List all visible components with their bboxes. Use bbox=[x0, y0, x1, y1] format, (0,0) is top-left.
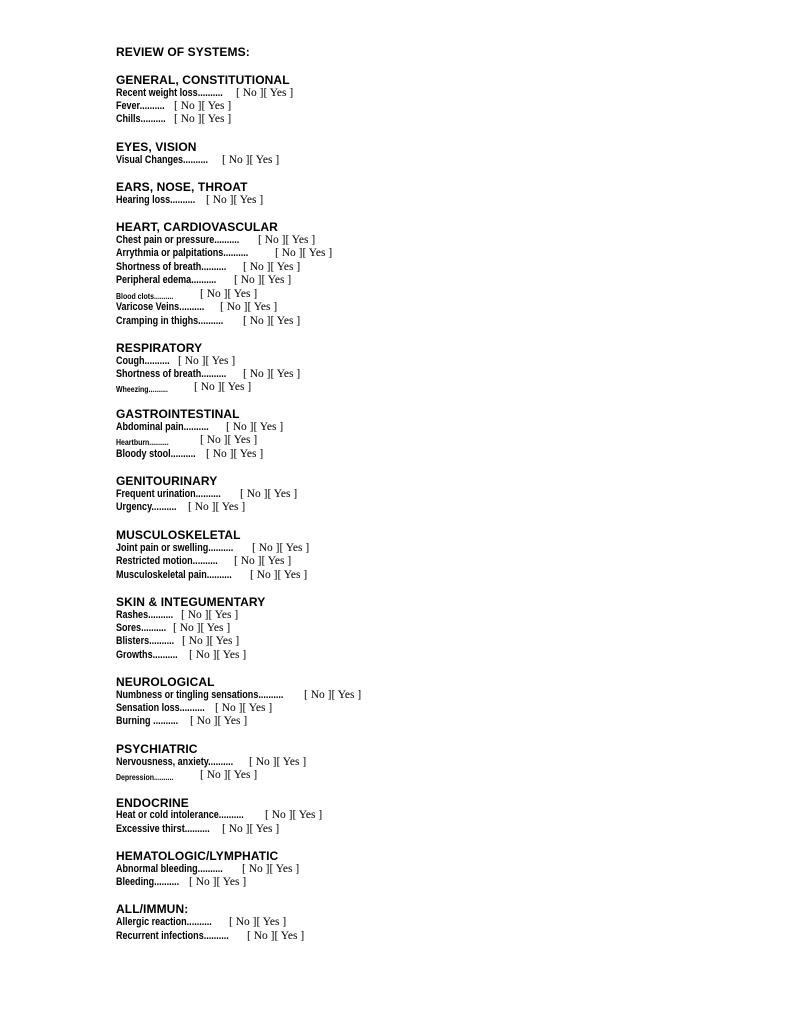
question-label: Numbness or tingling sensations.......... bbox=[116, 689, 284, 701]
no-yes-options: [ No ][ Yes ] bbox=[243, 261, 301, 273]
section-heading-neurological: NEUROLOGICAL bbox=[116, 675, 215, 689]
question-label: Arrythmia or palpitations.......... bbox=[116, 247, 249, 259]
question-label: Excessive thirst.......... bbox=[116, 823, 210, 835]
question-label: Fever.......... bbox=[116, 100, 165, 112]
question-label: Recent weight loss.......... bbox=[116, 87, 223, 99]
no-yes-options: [ No ][ Yes ] bbox=[243, 315, 301, 327]
question-label: Nervousness, anxiety.......... bbox=[116, 756, 234, 768]
no-yes-options: [ No ][ Yes ] bbox=[189, 876, 247, 888]
question-label: Cramping in thighs.......... bbox=[116, 315, 224, 327]
no-yes-options: [ No ][ Yes ] bbox=[243, 368, 301, 380]
no-yes-options: [ No ][ Yes ] bbox=[234, 555, 292, 567]
section-heading-all-immun: ALL/IMMUN: bbox=[116, 902, 189, 916]
question-label: Heat or cold intolerance.......... bbox=[116, 809, 244, 821]
no-yes-options: [ No ][ Yes ] bbox=[234, 274, 292, 286]
question-label: Chills.......... bbox=[116, 113, 166, 125]
section-heading-eyes-vision: EYES, VISION bbox=[116, 140, 197, 154]
section-heading-heart-cardiovascular: HEART, CARDIOVASCULAR bbox=[116, 220, 278, 234]
question-label: Frequent urination.......... bbox=[116, 488, 221, 500]
section-heading-endocrine: ENDOCRINE bbox=[116, 796, 189, 810]
question-label: Abdominal pain.......... bbox=[116, 421, 209, 433]
question-label: Urgency.......... bbox=[116, 501, 177, 513]
no-yes-options: [ No ][ Yes ] bbox=[206, 194, 264, 206]
section-heading-genitourinary: GENITOURINARY bbox=[116, 474, 218, 488]
no-yes-options: [ No ][ Yes ] bbox=[173, 622, 231, 634]
no-yes-options: [ No ][ Yes ] bbox=[215, 702, 273, 714]
question-label: Shortness of breath.......... bbox=[116, 261, 227, 273]
question-label: Visual Changes.......... bbox=[116, 154, 209, 166]
section-heading-gastrointestinal: GASTROINTESTINAL bbox=[116, 407, 240, 421]
no-yes-options: [ No ][ Yes ] bbox=[252, 542, 310, 554]
no-yes-options: [ No ][ Yes ] bbox=[182, 635, 240, 647]
no-yes-options: [ No ][ Yes ] bbox=[188, 501, 246, 513]
question-label: Burning .......... bbox=[116, 715, 179, 727]
question-label: Joint pain or swelling.......... bbox=[116, 542, 234, 554]
form-title: REVIEW OF SYSTEMS: bbox=[116, 45, 250, 59]
section-heading-respiratory: RESPIRATORY bbox=[116, 341, 203, 355]
no-yes-options: [ No ][ Yes ] bbox=[174, 100, 232, 112]
no-yes-options: [ No ][ Yes ] bbox=[190, 715, 248, 727]
section-heading-musculoskeletal: MUSCULOSKELETAL bbox=[116, 528, 241, 542]
question-label: Abnormal bleeding.......... bbox=[116, 863, 223, 875]
section-heading-hematologic-lymphatic: HEMATOLOGIC/LYMPHATIC bbox=[116, 849, 279, 863]
section-heading-psychiatric: PSYCHIATRIC bbox=[116, 742, 198, 756]
question-label: Hearing loss.......... bbox=[116, 194, 196, 206]
no-yes-options: [ No ][ Yes ] bbox=[189, 649, 247, 661]
question-label: Sensation loss.......... bbox=[116, 702, 205, 714]
no-yes-options: [ No ][ Yes ] bbox=[200, 288, 258, 300]
no-yes-options: [ No ][ Yes ] bbox=[194, 381, 252, 393]
question-label: Blood clots.......... bbox=[116, 291, 174, 301]
no-yes-options: [ No ][ Yes ] bbox=[240, 488, 298, 500]
no-yes-options: [ No ][ Yes ] bbox=[178, 355, 236, 367]
question-label: Sores.......... bbox=[116, 622, 167, 634]
no-yes-options: [ No ][ Yes ] bbox=[222, 823, 280, 835]
question-label: Heartburn.......... bbox=[116, 437, 169, 447]
question-label: Chest pain or pressure.......... bbox=[116, 234, 240, 246]
no-yes-options: [ No ][ Yes ] bbox=[304, 689, 362, 701]
no-yes-options: [ No ][ Yes ] bbox=[242, 863, 300, 875]
question-label: Rashes.......... bbox=[116, 609, 174, 621]
section-heading-skin-integumentary: SKIN & INTEGUMENTARY bbox=[116, 595, 266, 609]
no-yes-options: [ No ][ Yes ] bbox=[181, 609, 239, 621]
question-label: Growths.......... bbox=[116, 649, 178, 661]
question-label: Blisters.......... bbox=[116, 635, 175, 647]
question-label: Recurrent infections.......... bbox=[116, 930, 229, 942]
no-yes-options: [ No ][ Yes ] bbox=[265, 809, 323, 821]
no-yes-options: [ No ][ Yes ] bbox=[229, 916, 287, 928]
question-label: Bloody stool.......... bbox=[116, 448, 196, 460]
no-yes-options: [ No ][ Yes ] bbox=[174, 113, 232, 125]
question-label: Allergic reaction.......... bbox=[116, 916, 212, 928]
no-yes-options: [ No ][ Yes ] bbox=[200, 769, 258, 781]
question-label: Bleeding.......... bbox=[116, 876, 180, 888]
no-yes-options: [ No ][ Yes ] bbox=[258, 234, 316, 246]
question-label: Varicose Veins.......... bbox=[116, 301, 205, 313]
no-yes-options: [ No ][ Yes ] bbox=[222, 154, 280, 166]
question-label: Depression.......... bbox=[116, 772, 174, 782]
question-label: Peripheral edema.......... bbox=[116, 274, 217, 286]
no-yes-options: [ No ][ Yes ] bbox=[220, 301, 278, 313]
no-yes-options: [ No ][ Yes ] bbox=[200, 434, 258, 446]
no-yes-options: [ No ][ Yes ] bbox=[226, 421, 284, 433]
question-label: Musculoskeletal pain.......... bbox=[116, 569, 232, 581]
question-label: Cough.......... bbox=[116, 355, 170, 367]
section-heading-general-constitutional: GENERAL, CONSTITUTIONAL bbox=[116, 73, 290, 87]
section-heading-ears-nose-throat: EARS, NOSE, THROAT bbox=[116, 180, 248, 194]
no-yes-options: [ No ][ Yes ] bbox=[249, 756, 307, 768]
no-yes-options: [ No ][ Yes ] bbox=[247, 930, 305, 942]
no-yes-options: [ No ][ Yes ] bbox=[275, 247, 333, 259]
no-yes-options: [ No ][ Yes ] bbox=[206, 448, 264, 460]
question-label: Shortness of breath.......... bbox=[116, 368, 227, 380]
no-yes-options: [ No ][ Yes ] bbox=[250, 569, 308, 581]
question-label: Restricted motion.......... bbox=[116, 555, 218, 567]
no-yes-options: [ No ][ Yes ] bbox=[236, 87, 294, 99]
question-label: Wheezing.......... bbox=[116, 384, 168, 394]
